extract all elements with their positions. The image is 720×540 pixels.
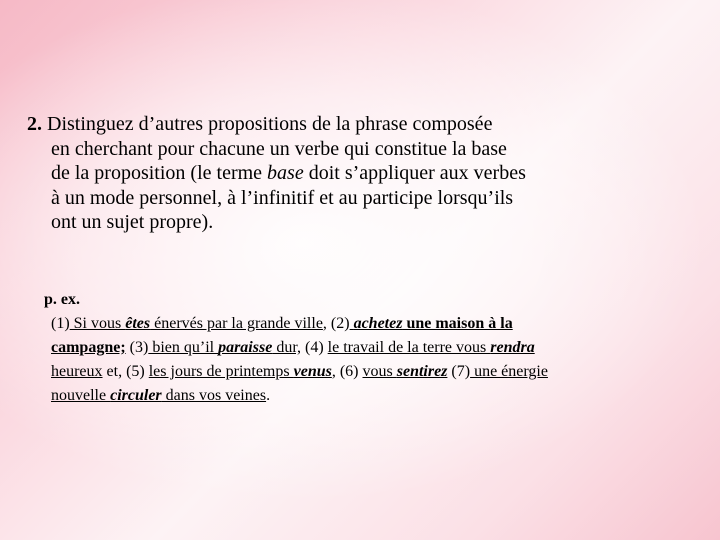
question-line-3-part-a: de la proposition (le terme: [51, 162, 268, 184]
question-line-3-part-c: doit s’appliquer aux verbes: [303, 162, 526, 184]
example-block: [44, 288, 694, 408]
clause-7-start: une énergie: [470, 363, 548, 380]
question-paragraph: [27, 112, 667, 235]
example-end-period: .: [266, 387, 271, 404]
clause-number-3: (3): [125, 339, 149, 356]
clause-1-verb: êtes: [125, 315, 151, 332]
clause-number-6: , (6): [331, 363, 363, 380]
clause-6-verb: sentirez: [396, 363, 448, 380]
example-line-2: [44, 336, 694, 360]
question-line-1: [27, 112, 667, 137]
clause-number-4: (4): [301, 339, 328, 356]
example-line-1: [44, 312, 694, 336]
question-line-1-text: Distinguez d’autres propositions de la phrase composée: [42, 113, 493, 135]
clause-7-rest: dans vos veines: [161, 387, 267, 404]
clause-3-rest: dur,: [272, 339, 301, 356]
example-line-3: [44, 360, 694, 384]
clause-4-end: heureux: [51, 363, 103, 380]
clause-1-start: Si vous: [69, 315, 126, 332]
clause-5-verb: venus: [293, 363, 332, 380]
question-line-3: [27, 161, 667, 186]
clause-3-start: bien qu’il: [148, 339, 219, 356]
term-base: base: [267, 162, 304, 184]
clause-4-start: le travail de la terre vous: [327, 339, 491, 356]
example-label: p. ex.: [44, 291, 80, 308]
question-line-2: en cherchant pour chacune un verbe qui constitue la base: [51, 137, 507, 160]
clause-number-5: et, (5): [102, 363, 149, 380]
clause-5-start: les jours de printemps: [148, 363, 294, 380]
clause-2-verb: achetez: [353, 315, 403, 332]
question-line-4: à un mode personnel, à l’infinitif et au participe lorsqu’ils: [51, 186, 514, 209]
clause-7-middle: nouvelle: [51, 387, 111, 404]
example-line-4: [44, 384, 694, 408]
question-number: 2.: [27, 113, 42, 135]
clause-number-1: (1): [51, 315, 70, 332]
clause-4-verb: rendra: [490, 339, 535, 356]
clause-7-verb: circuler: [110, 387, 162, 404]
clause-1-rest: énervés par la grande ville: [150, 315, 323, 332]
question-line-5: ont un sujet propre).: [51, 211, 214, 233]
clause-number-7: (7): [447, 363, 471, 380]
clause-number-2: , (2): [322, 315, 350, 332]
clause-2-rest: une maison à la: [402, 315, 513, 332]
clause-3-verb: paraisse: [218, 339, 273, 356]
clause-2-end: campagne;: [51, 339, 126, 356]
clause-6-start: vous: [362, 363, 397, 380]
